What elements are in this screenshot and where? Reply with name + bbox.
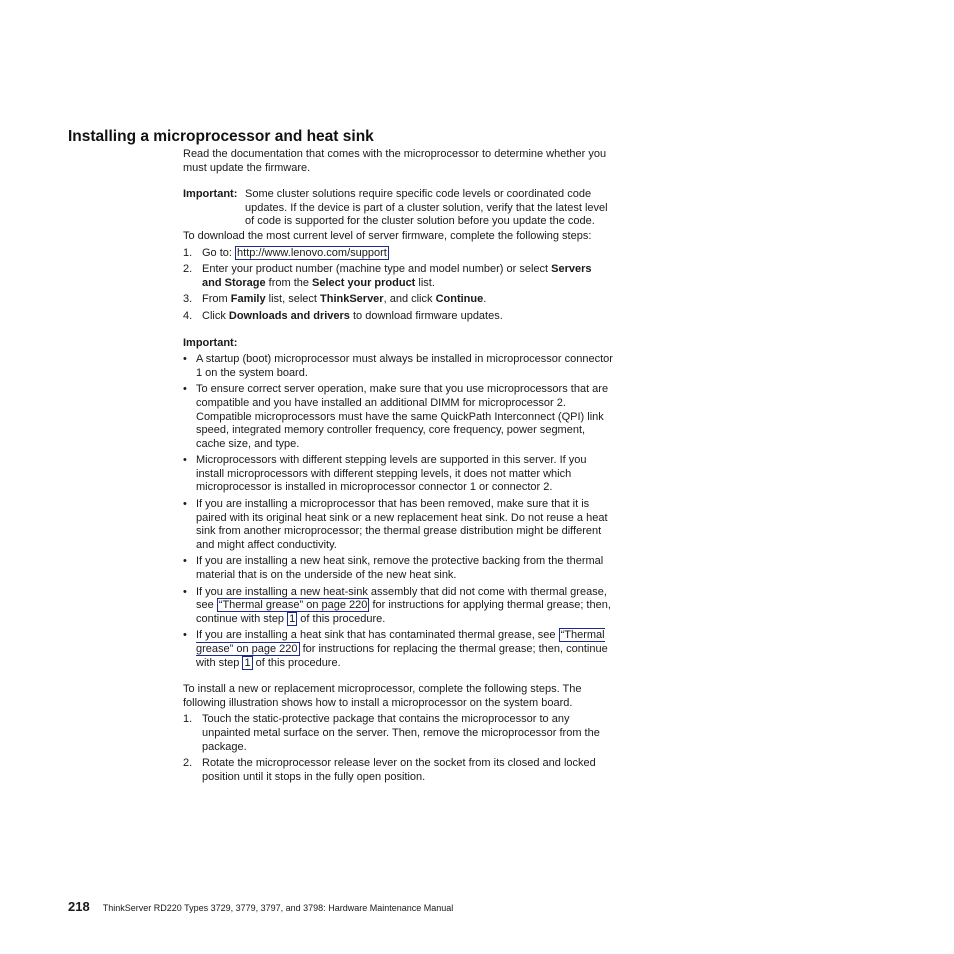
- bullet-marker: •: [183, 383, 187, 396]
- page-number: 218: [68, 899, 90, 914]
- bullet-text: for instructions for replacing the thermal grease; then, continue with step: [196, 643, 608, 669]
- important-notice-text: Some cluster solutions require specific code levels or coordinated code updates. If the device is part of a cluster solution, verify that the latest level of code is supported for the cluster solution before you update the code.: [245, 188, 608, 228]
- bullet-text: of this procedure.: [297, 612, 386, 625]
- bullet-text: If you are installing a new heat-sink assembly that did not come with thermal grease, see: [196, 585, 607, 612]
- section-body: [183, 148, 613, 787]
- footer-title: ThinkServer RD220 Types 3729, 3779, 3797, and 3798: Hardware Maintenance Manual: [102, 903, 454, 913]
- bullet-text: Microprocessors with different stepping levels are supported in this server. If you install microprocessors with different stepping levels, it does not matter which microprocessor is installed in microprocessor connector 1 or connector 2.: [196, 454, 587, 494]
- ui-term: Select your product: [312, 276, 416, 289]
- bullet-text: If you are installing a heat sink that has contaminated thermal grease, see: [196, 629, 559, 642]
- download-intro: To download the most current level of server firmware, complete the following steps:: [183, 229, 592, 242]
- install-intro: To install a new or replacement microprocessor, complete the following steps. The following illustration shows how to install a microprocessor on the system board.: [183, 683, 582, 709]
- step-number: 1.: [183, 713, 193, 726]
- step-text: list.: [415, 276, 435, 289]
- step-number: 2.: [183, 263, 193, 276]
- step-text: Enter your product number (machine type and model number) or select: [202, 263, 552, 276]
- step-text: from the: [265, 276, 313, 289]
- bullet-text: If you are installing a microprocessor that has been removed, make sure that it is paired with its original heat sink or a new replacement heat sink. Do not reuse a heat sink from another microprocessor; the thermal grease distribution might be different and might affect conductivity.: [196, 498, 608, 551]
- ui-term: Downloads and drivers: [228, 309, 350, 322]
- support-url-link[interactable]: http://www.lenovo.com/support: [237, 246, 387, 259]
- step-text: , and click: [383, 293, 436, 306]
- bullet-marker: •: [183, 629, 187, 642]
- bullet-item: [183, 454, 613, 495]
- important-bullets: [183, 353, 613, 670]
- bullet-item: [183, 586, 613, 627]
- download-step-1: [183, 247, 613, 261]
- step-number: 3.: [183, 293, 193, 306]
- step-text: Touch the static-protective package that contains the microprocessor to any unpainted metal surface on the server. Then, remove the microprocessor from the package.: [202, 713, 600, 753]
- bullet-marker: •: [183, 353, 187, 366]
- important-heading: Important:: [183, 336, 238, 349]
- bullet-text: To ensure correct server operation, make sure that you use microprocessors that are compatible and you have installed an additional DIMM for microprocessor 2. Compatible microprocessors must have the same QuickPath Interconnect (QPI) link speed, integrated memory controller frequency, core frequency, power segment, cache size, and type.: [196, 383, 609, 450]
- download-step-4: [183, 310, 613, 324]
- step-text: Go to:: [202, 246, 236, 259]
- step-text: Rotate the microprocessor release lever on the socket from its closed and locked position until it stops in the fully open position.: [202, 757, 596, 783]
- thermal-grease-link[interactable]: “Thermal grease” on page 220: [218, 599, 368, 612]
- step-number: 1.: [183, 246, 193, 259]
- ui-term: Servers and Storage: [202, 263, 592, 289]
- bullet-text: for instructions for applying thermal grease; then, continue with step: [196, 599, 611, 625]
- bullet-item: [183, 383, 613, 451]
- install-steps: [183, 713, 613, 784]
- download-step-3: [183, 293, 613, 307]
- important-notice: [183, 188, 613, 229]
- intro-paragraph: Read the documentation that comes with the microprocessor to determine whether you must update the firmware.: [183, 148, 607, 174]
- bullet-text: A startup (boot) microprocessor must always be installed in microprocessor connector 1 on the system board.: [196, 353, 613, 379]
- ui-term: ThinkServer: [320, 293, 384, 306]
- step-text: list, select: [265, 293, 320, 306]
- step-1-link[interactable]: 1: [289, 612, 296, 625]
- ui-term: Continue: [435, 293, 484, 306]
- bullet-marker: •: [183, 555, 187, 568]
- download-step-2: [183, 263, 613, 290]
- bullet-text: of this procedure.: [252, 656, 341, 669]
- install-step-2: [183, 757, 613, 784]
- step-text: From: [202, 293, 231, 306]
- step-text: .: [483, 293, 487, 306]
- download-steps: [183, 247, 613, 324]
- section-heading: Installing a microprocessor and heat sink: [68, 128, 374, 145]
- step-text: to download firmware updates.: [349, 309, 503, 322]
- important-notice-label: Important:: [183, 188, 238, 201]
- step-text: Click: [202, 309, 229, 322]
- bullet-item: [183, 555, 613, 582]
- thermal-grease-link[interactable]: “Thermal grease” on page 220: [196, 629, 605, 655]
- bullet-marker: •: [183, 454, 187, 467]
- install-step-1: [183, 713, 613, 754]
- bullet-text: If you are installing a new heat sink, remove the protective backing from the thermal material that is on the underside of the new heat sink.: [196, 555, 604, 582]
- bullet-marker: •: [183, 498, 187, 511]
- step-number: 2.: [183, 757, 193, 770]
- step-1-link[interactable]: 1: [244, 656, 251, 669]
- step-number: 4.: [183, 309, 193, 322]
- bullet-item: [183, 353, 613, 380]
- ui-term: Family: [230, 293, 266, 306]
- bullet-marker: •: [183, 585, 187, 598]
- page-footer: [68, 900, 453, 916]
- bullet-item: [183, 629, 613, 670]
- bullet-item: [183, 498, 613, 552]
